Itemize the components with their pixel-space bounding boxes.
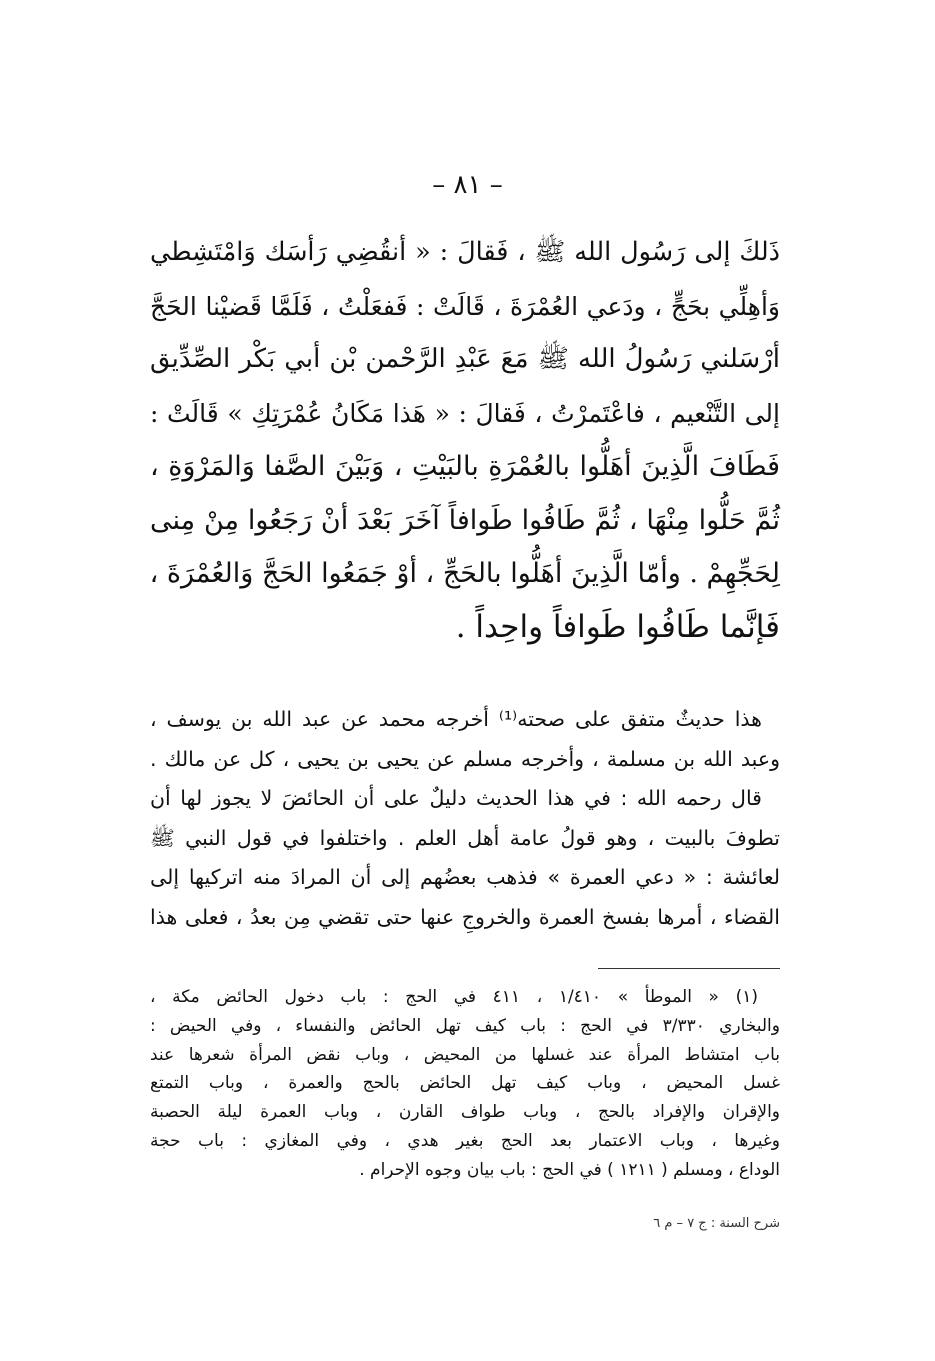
main-text [150, 226, 780, 654]
commentary-line: تطوفَ بالبيت ، وهو قولُ عامة أهل العلم . واختلفوا في قول النبي ﷺ [150, 825, 780, 850]
footnote-line: والإقران والإفراد بالحج ، وباب طواف القارن ، وباب العمرة ليلة الحصبة [150, 1102, 780, 1123]
main-text-line: فَطَافَ الَّذِينَ أهَلُّوا بالعُمْرَةِ بالبَيْتِ ، وَبَيْنَ الصَّفا وَالمَرْوَةِ ، [150, 451, 780, 482]
commentary-line: القضاء ، أمرها بفسخ العمرة والخروجِ عنها حتى تقضي مِن بعدُ ، فعلى هذا [150, 904, 780, 929]
main-text-line: لِحَجِّهِمْ . وأمّا الَّذِينَ أهَلُّوا بالحَجِّ ، أوْ جَمَعُوا الحَجَّ وَالعُمْرَةَ ، [149, 558, 780, 589]
commentary-line: قال رحمه الله : في هذا الحديث دليلٌ على أن الحائضَ لا يجوز لها أن [150, 786, 762, 810]
commentary-line: هذا حديثٌ متفق على صحته⁽¹⁾ أخرجه محمد عن عبد الله بن يوسف ، [150, 707, 762, 731]
main-text-line: فَإنَّما طَافُوا طَوافاً واحِداً . [455, 608, 780, 645]
main-text-line: ثُمَّ حَلُّوا مِنْهَا ، ثُمَّ طَافُوا طَوافاً آخَرَ بَعْدَ أنْ رَجَعُوا مِنْ مِنى [150, 504, 780, 536]
footnotes [150, 983, 780, 1185]
footnote-line: وغيرها ، وباب الاعتمار بعد الحج بغير هدي ، وفي المغازي : باب حجة [150, 1130, 780, 1151]
commentary [150, 700, 780, 937]
footnote-line: باب امتشاط المرأة عند غسلها من المحيض ، وباب نقض المرأة شعرها عند [150, 1044, 780, 1065]
main-text-line: أرْسَلني رَسُولُ الله ﷺ مَعَ عَبْدِ الرَّحْمن بْن أبي بَكْر الصِّدِّيق [150, 344, 780, 374]
main-text-line: إلى التَّنْعيم ، فاعْتَمرْتُ ، فَقالَ : « هَذا مَكَانُ عُمْرَتِكِ » قَالَتْ : [150, 398, 780, 428]
main-text-line: وَأهِلِّي بحَجٍّ ، ودَعي العُمْرَةَ ، قَالَتْ : فَفعَلْتُ ، فَلَمَّا قَضيْنا الحَجَّ [150, 291, 780, 321]
footnote-line: الوداع ، ومسلم ( ١٢١١ ) في الحج : باب بيان وجوه الإحرام . [359, 1159, 780, 1180]
commentary-line: لعائشة : « دعي العمرة » فذهب بعضُهم إلى أن المرادَ منه اتركيها إلى [150, 865, 780, 889]
footnote-line: والبخاري ٣/٣٣٠ في الحج : باب كيف تهل الحائض والنفساء ، وفي الحيض : [150, 1015, 780, 1036]
main-text-line: ذَلكَ إلى رَسُول الله ﷺ ، فَقالَ : « أنقُضِي رَأسَك وَامْتَشِطي [150, 237, 780, 267]
footnote-line: غسل المحيض ، وباب كيف تهل الحائض بالحج والعمرة ، وباب التمتع [150, 1073, 780, 1094]
footnote-line: (١) « الموطأ » ١/٤١٠ ، ٤١١ في الحج : باب دخول الحائض مكة ، [150, 987, 758, 1007]
footnote-separator [598, 968, 780, 969]
page-number: – ٨١ – [432, 170, 503, 200]
commentary-line: وعبد الله بن مسلمة ، وأخرجه مسلم عن يحيى بن يحيى ، كل عن مالك . [150, 746, 780, 771]
signature-mark: شرح السنة : ج ٧ – م ٦ [653, 1216, 780, 1231]
